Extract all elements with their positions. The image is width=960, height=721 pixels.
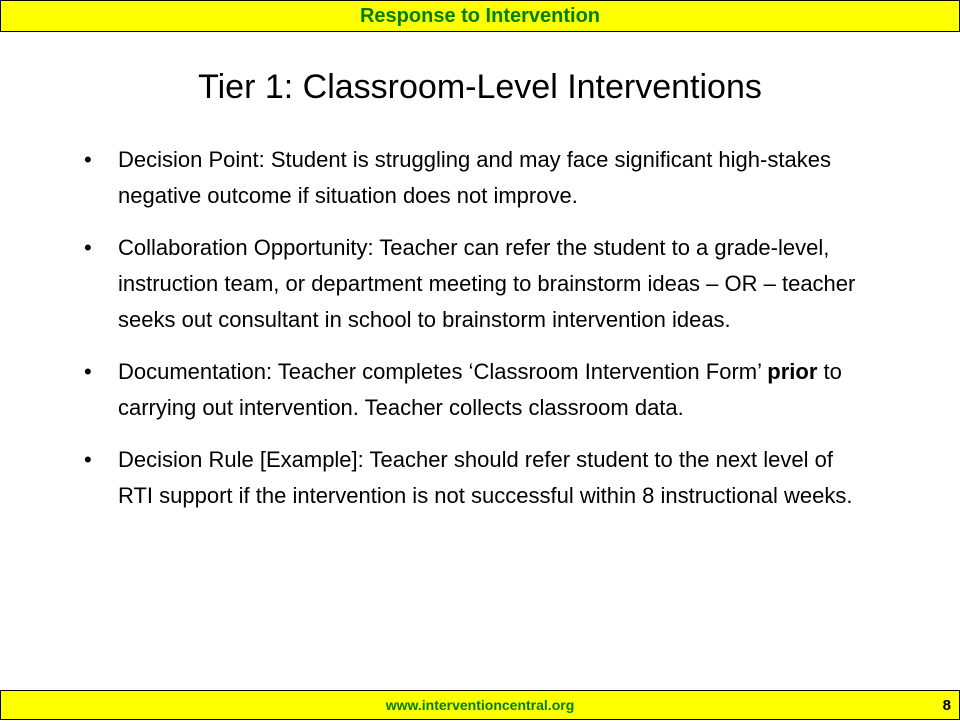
header-banner <box>0 0 960 32</box>
bullet-collaboration-opportunity <box>84 230 874 338</box>
bullet-text-after: to carrying out intervention. Teacher collects classroom data. <box>118 359 842 420</box>
bullet-decision-rule <box>84 442 874 514</box>
bullet-text-bold: prior <box>767 359 818 384</box>
bullet-text: Decision Rule [Example]: Teacher should refer student to the next level of RTI support if the intervention is not successful within 8 instructional weeks. <box>118 447 853 508</box>
footer-banner <box>0 690 960 720</box>
bullet-dot-icon: • <box>84 147 92 172</box>
bullet-dot-icon: • <box>84 447 92 472</box>
bullet-dot-icon: • <box>84 359 92 384</box>
footer-url-link[interactable]: www.interventioncentral.org <box>385 697 575 713</box>
bullet-text: Decision Point: Student is struggling and may face significant high-stakes negative outcome if situation does not improve. <box>118 147 831 208</box>
bullet-text: Collaboration Opportunity: Teacher can refer the student to a grade-level, instruction team, or department meeting to brainstorm ideas – OR – teacher seeks out consultant in school to brainstorm intervention ideas. <box>118 235 856 332</box>
bullet-text-before: Documentation: Teacher completes ‘Classroom Intervention Form’ <box>118 359 768 384</box>
bullet-dot-icon: • <box>84 235 92 260</box>
bullet-documentation <box>84 354 874 426</box>
slide-title: Tier 1: Classroom-Level Interventions <box>198 68 762 106</box>
bullet-list <box>84 142 874 530</box>
page-number: 8 <box>942 697 951 714</box>
bullet-decision-point <box>84 142 874 214</box>
header-banner-title: Response to Intervention <box>359 5 601 27</box>
